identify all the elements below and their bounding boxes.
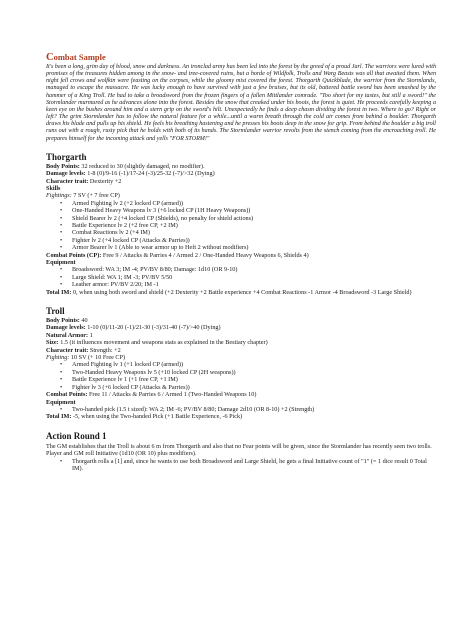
- thorgarth-equipment-label: Equipment: [46, 259, 76, 266]
- thorgarth-character-trait: Character trait: Dexterity +2: [46, 177, 122, 185]
- troll-heading: Troll: [46, 306, 65, 317]
- list-item: • Armor Bearer lv 1 (Able to wear armor up to Heft 2 without modifiers): [72, 244, 436, 251]
- troll-natural-armor: Natural Armor: 1: [46, 331, 93, 339]
- thorgarth-damage-levels: Damage levels: 1-8 (0)/9-16 (-1)/17-24 (-3)/25-32 (-7)/>32 (Dying): [46, 170, 215, 178]
- thorgarth-heading: Thorgarth: [46, 151, 87, 162]
- thorgarth-skills-label: Skills: [46, 184, 61, 192]
- troll-character-trait: Character trait: Strength: +2: [46, 346, 121, 354]
- action-round-initiative: Player and GM roll Initiative (1d10 (OR 10) plus modifiers).: [46, 450, 197, 458]
- list-item: • One-Handed Heavy Weapons lv 3 (+6 locked CP (1H Heavy Weapons)): [72, 207, 436, 214]
- list-item: • Combat Reactions lv 2 (+4 IM): [72, 229, 436, 236]
- troll-combat-points: Combat Points: Free 11 / Attacks & Parries 6 / Armed 1 (Two-Handed Weapons 10): [46, 391, 257, 399]
- thorgarth-total-im: Total IM: 0, when using both sword and shield (+2 Dexterity +2 Battle experience +4 Combat Reactions -1 Armor -4 Broadsword -3 Large Shield): [46, 288, 412, 296]
- troll-size: Size: 1.5 (it influences movement and weapons stats as explained in the Bestiary chapter): [46, 339, 268, 347]
- list-item: • Battle Experience lv 2 (+2 free CP, +2 IM): [72, 222, 436, 229]
- thorgarth-fighting: Fightings: 7 SV (+ 7 free CP): [46, 192, 120, 200]
- thorgarth-equipment-list: [46, 266, 436, 288]
- thorgarth-combat-points: Combat Points (CP): Free 9 / Attacks & Parries 4 / Armed 2 / One-Handed Heavy Weapons 6, Shields 4): [46, 251, 309, 259]
- list-item: • Battle Experience lv 1 (+1 free CP, +1 IM): [72, 376, 436, 383]
- list-item: • Two-handed pick (1.5 t sized): WA 2; IM -6; PV/BV 8/80; Damage 2d10 (OR 8-10) +2 (Strength): [72, 406, 436, 413]
- troll-total-im: Total IM: -5, when using the Two-handed Pick (+1 Battle Experience, -6 Pick): [46, 413, 243, 421]
- troll-damage-levels: Damage levels: 1-10 (0)/11-20 (-1)/21-30 (-3)/31-40 (-7)/>40 (Dying): [46, 324, 221, 332]
- list-item: • Armed Fighting lv 1 (+1 locked CP (armed)): [72, 361, 436, 368]
- list-item: • Large Shield: WA 1; IM -3; PV/BV 5/50: [72, 274, 436, 281]
- list-item: • Armed Fighting lv 2 (+2 locked CP (armed)): [72, 200, 436, 207]
- list-item: • Broadsword: WA 3; IM -4; PV/BV 8/80; Damage: 1d10 (OR 9-10): [72, 266, 436, 273]
- list-item: • Fighter lv 2 (+4 locked CP (Attacks & Parries)): [72, 237, 436, 244]
- troll-equipment-list: [46, 406, 436, 413]
- troll-equipment-label: Equipment: [46, 398, 76, 406]
- troll-skill-list: [46, 361, 436, 391]
- troll-body-points: Body Points: 40: [46, 317, 88, 325]
- list-item: • Fighter lv 3 (+6 locked CP (Attacks & Parries)): [72, 384, 436, 391]
- list-item: • Two-Handed Heavy Weapons lv 5 (+10 locked CP (2H weapons)): [72, 369, 436, 376]
- thorgarth-skill-list: [46, 200, 436, 252]
- troll-fighting: Fighting: 10 SV (+ 10 Free CP): [46, 354, 126, 362]
- document-page: [46, 52, 436, 472]
- action-round-list: [46, 458, 436, 473]
- combat-sample-title: Combat Sample: [46, 52, 106, 63]
- combat-sample-story: It's been a long, grim day of blood, snow and darkness. An ironclad army has been led into the forest by the greed of a proud Jarl. The warriors were lured with promises of the treasures hidden among in the snow- and tree-covered ruins, but a horde of Wildfolk, Trolls and Warg Beasts was all that awaited them. When night fell crows and wolfkin were feasting on the corpses, while the gloomy mist covered the forest. Thorgarth Quickblade, the warrior from the Stormlands, managed to escape the massacre. He was lucky enough to have survived with just a few bruises, but its old, battered battle sword has been smashed by the hammer of a King Troll. He had to take a broadsword from the frozen fingers of a fallen Mittlander comrade. "Too short for my tastes, but still a sword!" the Stormlander murmured as he advances alone into the forest. Besides the snow that creaked under his boots, the forest is quiet. He proceeds carefully keeping a keen eye on the bushes around him and a stern grip on the sword's hilt. Unexpectedly he finds a deep chasm dividing the forest in two. Where to go? Right or left? The grim Stormlander has to follow the natural feature for a while...until a warm breath through the cold air comes from behind a boulder. Thorgarth draws his blade and pulls up his shield. He feels his breathing hastening and he presses his boots deep in the snow for grip. From behind the boulder a big troll runs out with a rough, rusty pick that he holds with both of its hands. The Stormlander warrior revolts from the stench coming from the encroaching troll. He prepares himself for the incoming attack and yells "FOR STORM!": [46, 64, 436, 142]
- list-item: • Leather armor: PV/BV 2/20; IM -1: [72, 281, 436, 288]
- list-item: • Shield Bearer lv 2 (+4 locked CP (Shields), no penalty for shield actions): [72, 215, 436, 222]
- list-item: • Thorgarth rolls a [1] and, since he wants to use both Broadsword and Large Shield, he gets a final Initiative count of "1" (= 1 dice result 0 Total IM).: [72, 458, 436, 473]
- action-round-heading: Action Round 1: [46, 430, 107, 441]
- action-round-paragraph: The GM establishes that the Troll is about 6 m from Thorgarth and also that no Fear points will be given, since the Stormlander has recently seen two trolls.: [46, 442, 432, 450]
- thorgarth-body-points: Body Points: 32 reduced to 30 (slightly damaged, no modifier).: [46, 162, 205, 170]
